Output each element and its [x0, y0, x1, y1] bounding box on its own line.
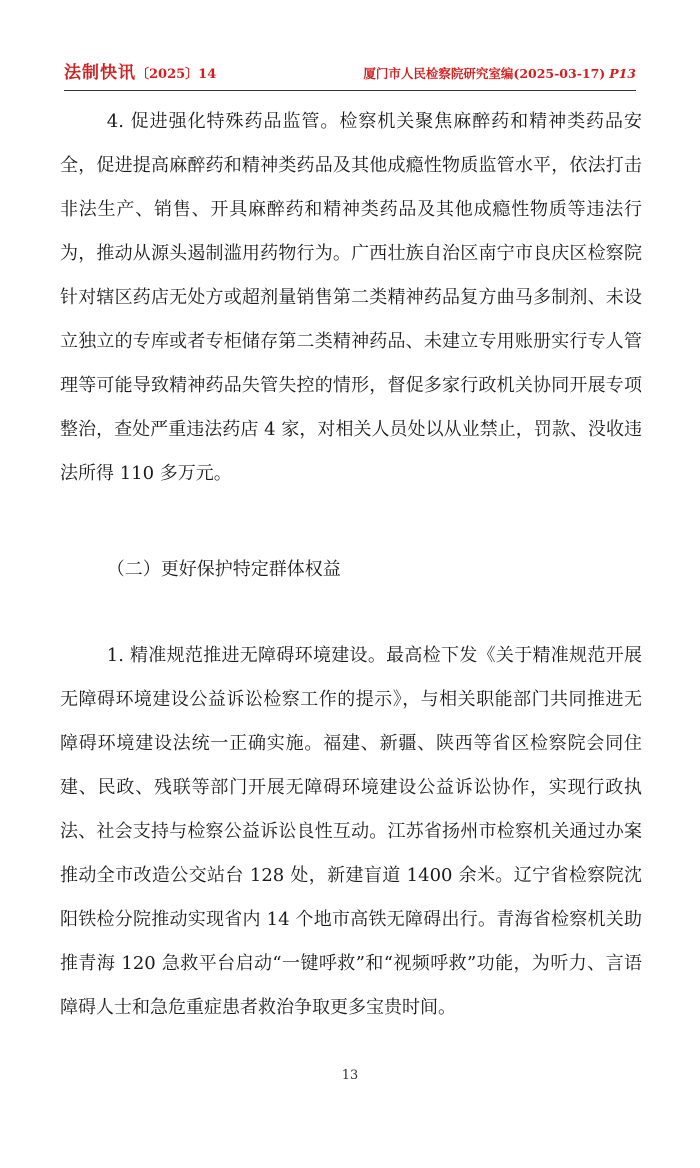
paragraph-spacer: [60, 496, 642, 548]
header-right: [363, 64, 636, 84]
header-brand: 法制快讯: [64, 63, 136, 83]
header-divider: [64, 90, 636, 91]
document-body: [60, 100, 642, 1030]
header-page-ref: P13: [609, 66, 636, 81]
paragraph-spacer: [60, 592, 642, 634]
paragraph-accessibility: 1. 精准规范推进无障碍环境建设。最高检下发《关于精准规范开展无障碍环境建设公益诉讼检察工作的提示》，与相关职能部门共同推进无障碍环境建设法统一正确实施。福建、新疆、陕西等省区检察院会同住建、民政、残联等部门开展无障碍环境建设公益诉讼协作，实现行政执法、社会支持与检察公益诉讼良性互动。江苏省扬州市检察机关通过办案推动全市改造公交站台 128 处，新建盲道 1400 余米。辽宁省检察院沈阳铁检分院推动实现省内 14 个地市高铁无障碍出行。青海省检察机关助推青海 120 急救平台启动“一键呼救”和“视频呼救”功能，为听力、言语障碍人士和急危重症患者救治争取更多宝贵时间。: [60, 645, 642, 1018]
header-left: [64, 62, 216, 86]
page-number: 13: [341, 1068, 359, 1083]
page-header: [64, 62, 636, 86]
header-publisher: 厦门市人民检察院研究室编(2025-03-17): [363, 66, 606, 81]
section-heading: （二）更好保护特定群体权益: [106, 559, 341, 580]
header-issue: 〔2025〕14: [136, 67, 217, 82]
paragraph-special-drugs: 4. 促进强化特殊药品监管。检察机关聚焦麻醉药和精神类药品安全，促进提高麻醉药和精神类药品及其他成瘾性物质监管水平，依法打击非法生产、销售、开具麻醉药和精神类药品及其他成瘾性物质等违法行为，推动从源头遏制滥用药物行为。广西壮族自治区南宁市良庆区检察院针对辖区药店无处方或超剂量销售第二类精神药品复方曲马多制剂、未设立独立的专库或者专柜储存第二类精神药品、未建立专用账册实行专人管理等可能导致精神药品失管失控的情形，督促多家行政机关协同开展专项整治，查处严重违法药店 4 家，对相关人员处以从业禁止，罚款、没收违法所得 110 多万元。: [60, 111, 642, 484]
